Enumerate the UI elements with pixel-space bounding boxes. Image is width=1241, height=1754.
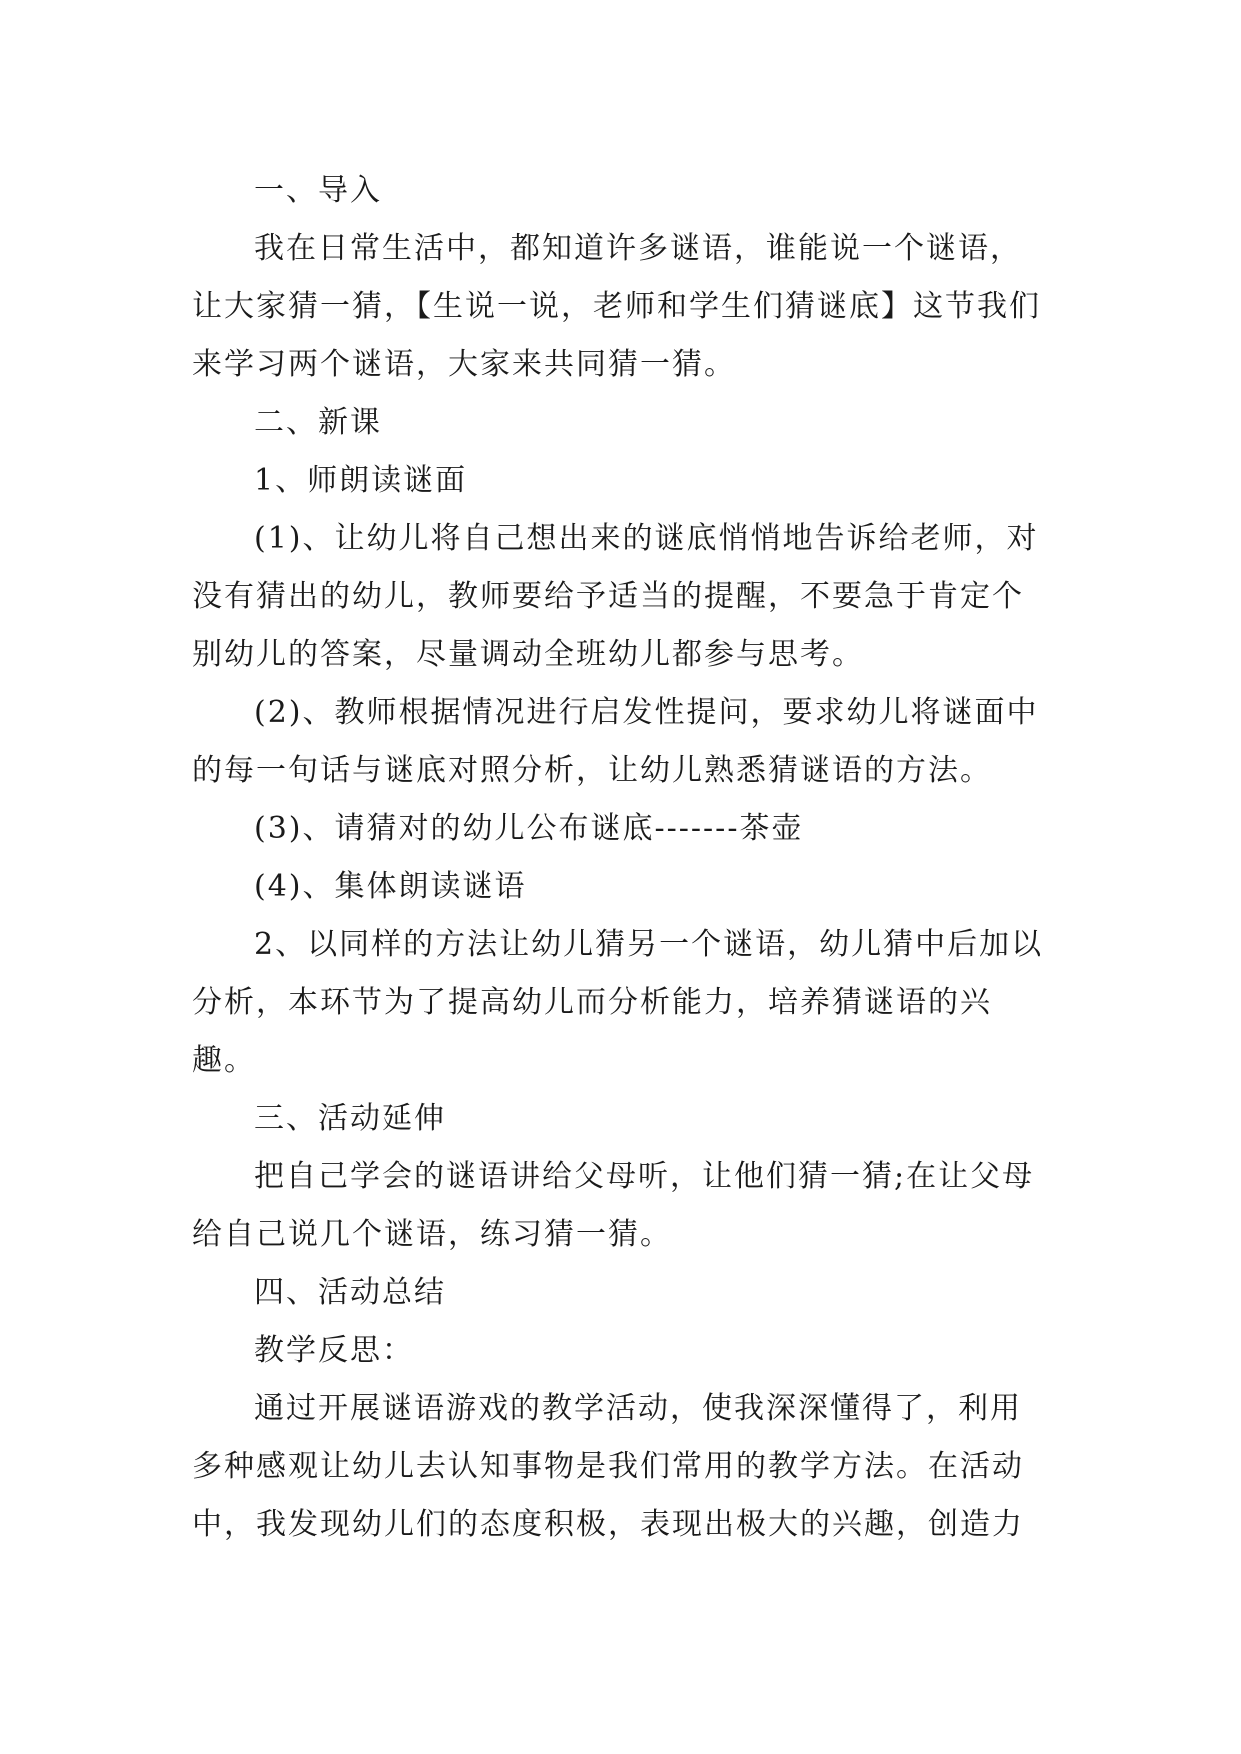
paragraph-step-2: (2)、教师根据情况进行启发性提问，要求幼儿将谜面中的每一句话与谜底对照分析，让幼儿熟悉猜谜语的方法。 <box>192 695 1039 788</box>
paragraph-reflection: 通过开展谜语游戏的教学活动，使我深深懂得了，利用多种感观让幼儿去认知事物是我们常用的教学方法。在活动中，我发现幼儿们的态度积极，表现出极大的兴趣，创造力 <box>192 1391 1024 1542</box>
section-heading-summary: 四、活动总结 <box>254 1275 446 1310</box>
paragraph-extension: 把自己学会的谜语讲给父母听，让他们猜一猜;在让父母给自己说几个谜语，练习猜一猜。 <box>192 1159 1035 1252</box>
document-body <box>192 162 1052 1554</box>
section-heading-reflection: 教学反思： <box>254 1333 414 1368</box>
section-heading-new-lesson: 二、新课 <box>254 405 382 440</box>
section-heading-intro: 一、导入 <box>254 173 382 208</box>
paragraph-step-4: (4)、集体朗读谜语 <box>254 869 527 904</box>
paragraph-step-1: (1)、让幼儿将自己想出来的谜底悄悄地告诉给老师，对没有猜出的幼儿，教师要给予适当的提醒，不要急于肯定个别幼儿的答案，尽量调动全班幼儿都参与思考。 <box>192 521 1039 672</box>
paragraph-second-riddle: 2、以同样的方法让幼儿猜另一个谜语，幼儿猜中后加以分析，本环节为了提高幼儿而分析能力，培养猜谜语的兴趣。 <box>192 927 1044 1078</box>
section-heading-extension: 三、活动延伸 <box>254 1101 446 1136</box>
paragraph-intro: 我在日常生活中，都知道许多谜语，谁能说一个谜语，让大家猜一猜，【生说一说，老师和学生们猜谜底】这节我们来学习两个谜语，大家来共同猜一猜。 <box>192 231 1041 382</box>
subheading-read-riddle: 1、师朗读谜面 <box>254 463 468 498</box>
paragraph-step-3: (3)、请猜对的幼儿公布谜底-------茶壶 <box>254 811 804 846</box>
